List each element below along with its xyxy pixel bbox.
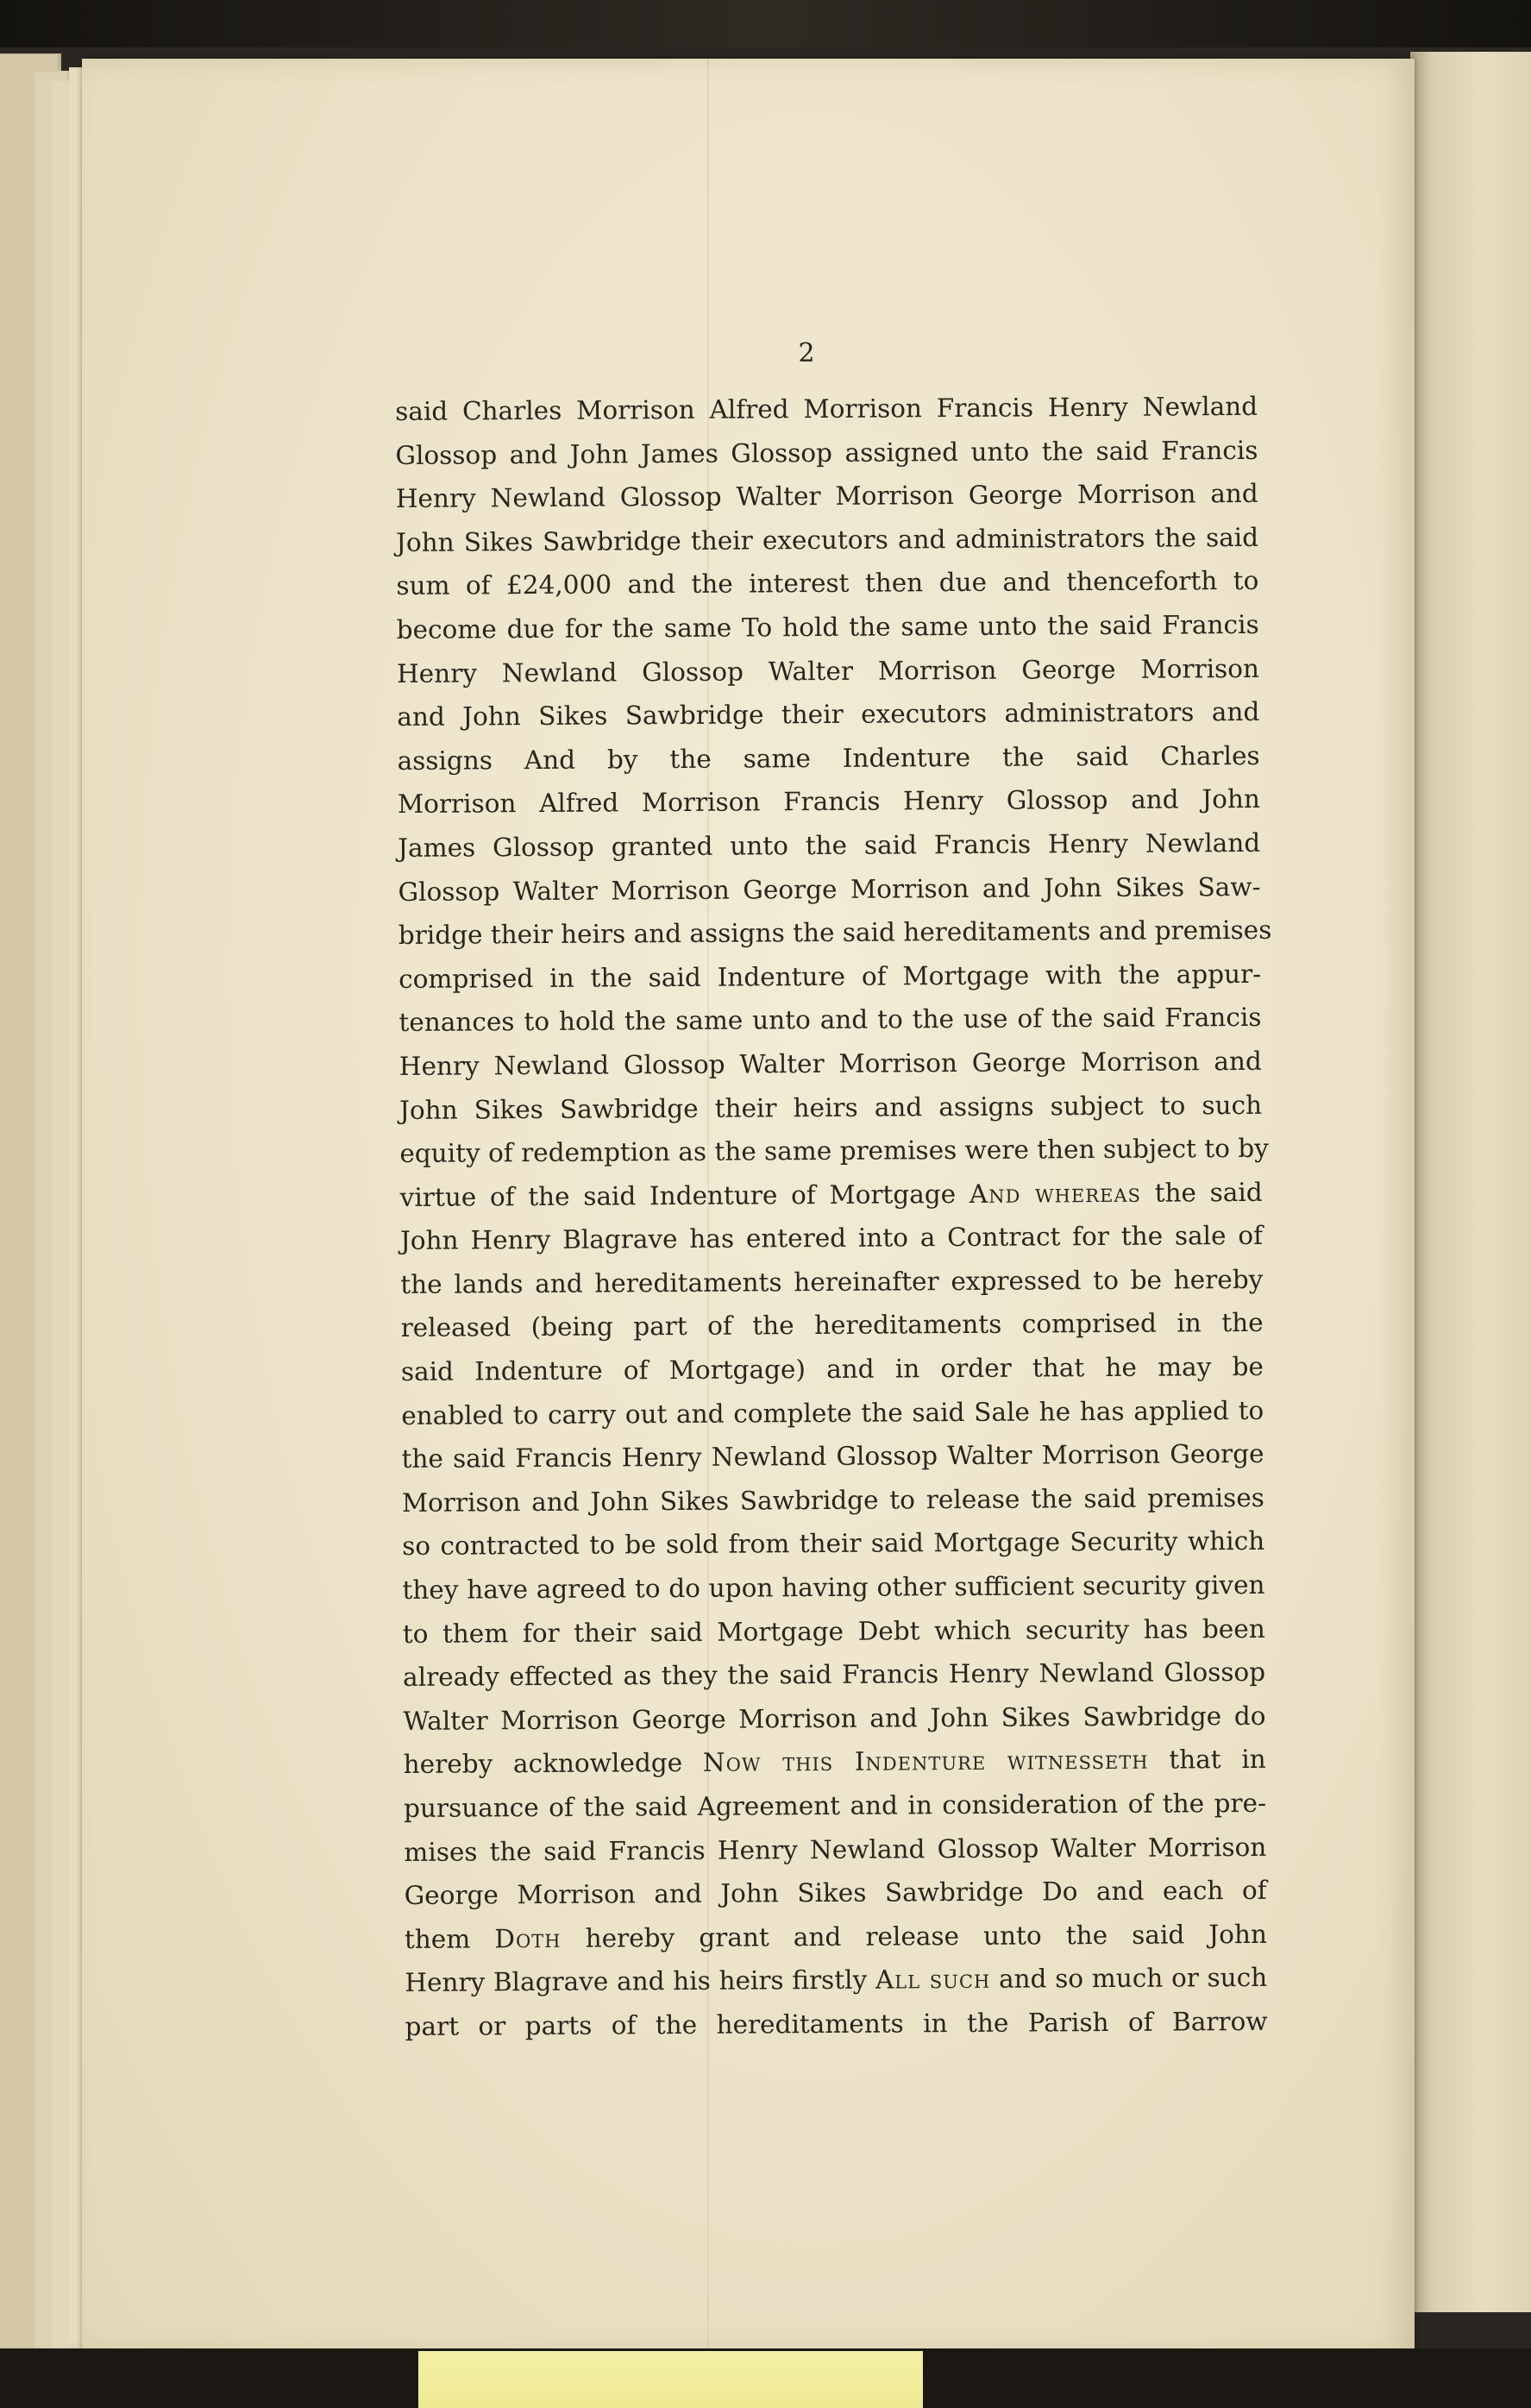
text-line: [405, 1956, 1267, 2005]
text-segment: that in: [1148, 1745, 1266, 1776]
text-line: [401, 1432, 1264, 1481]
text-segment: the said Francis Henry Newland Glossop Walter Morrison George: [401, 1439, 1264, 1474]
text-line: [397, 603, 1259, 652]
text-line: [402, 1563, 1264, 1613]
text-segment: George Morrison and John Sikes Sawbridge Do and each of: [404, 1876, 1267, 1911]
text-segment: become due for the same To hold the same unto the said Francis: [396, 609, 1259, 644]
text-segment: tenances to hold the same unto and to the use of the said Francis: [398, 1003, 1262, 1038]
text-line: [398, 996, 1261, 1045]
text-segment: so contracted to be sold from their said Mortgage Security which: [402, 1526, 1265, 1562]
text-segment: mises the said Francis Henry Newland Glossop Walter Morrison: [404, 1832, 1267, 1867]
text-line: [400, 1258, 1263, 1307]
text-segment: Henry Newland Glossop Walter Morrison George Morrison: [396, 653, 1260, 688]
text-segment: they have agreed to do upon having other sufficient security given: [402, 1569, 1265, 1606]
text-line: [400, 1301, 1263, 1350]
text-segment: virtue of the said Indenture of Mortgage: [399, 1179, 969, 1212]
facing-page-edge: [1410, 52, 1531, 2312]
text-line: [400, 1214, 1263, 1263]
text-segment: Glossop Walter Morrison George Morrison and John Sikes Saw-: [398, 871, 1261, 907]
text-segment: equity of redemption as the same premises were then subject to by: [399, 1133, 1269, 1169]
text-segment: the said: [1140, 1177, 1263, 1208]
text-segment: pursuance of the said Agreement and in consideration of the pre-: [403, 1788, 1267, 1823]
text-segment: comprised in the said Indenture of Mortgage with the appur-: [398, 959, 1262, 994]
text-segment: John Sikes Sawbridge their heirs and assigns subject to such: [398, 1090, 1263, 1125]
text-line: [405, 1869, 1267, 1918]
small-caps-phrase: Doth: [494, 1923, 562, 1954]
text-segment: Henry Newland Glossop Walter Morrison George Morrison and: [398, 1046, 1262, 1081]
yellow-paper-slip: [418, 2351, 923, 2408]
text-segment: and John Sikes Sawbridge their executors administrators and: [397, 697, 1260, 732]
text-line: [401, 1389, 1264, 1438]
text-line: [402, 1519, 1264, 1569]
text-segment: said Indenture of Mortgage) and in order that he may be: [400, 1351, 1264, 1387]
text-line: [403, 1650, 1265, 1700]
page-body-text: [395, 385, 1272, 2049]
text-segment: the lands and hereditaments hereinafter expressed to be hereby: [400, 1264, 1264, 1299]
text-segment: to them for their said Mortgage Debt which security has been: [402, 1613, 1265, 1649]
text-segment: said Charles Morrison Alfred Morrison Francis Henry Newland: [395, 391, 1258, 426]
text-line: [399, 1083, 1262, 1132]
text-segment: Walter Morrison George Morrison and John Sikes Sawbridge do: [403, 1701, 1266, 1736]
text-segment: sum of £24,000 and the interest then due and thenceforth to: [396, 566, 1259, 601]
text-line: [401, 1345, 1264, 1394]
text-segment: enabled to carry out and complete the said Sale he has applied to: [401, 1395, 1264, 1430]
text-line: [398, 864, 1260, 914]
text-line: [398, 821, 1260, 871]
text-segment: John Sikes Sawbridge their executors and administrators the said: [395, 522, 1259, 557]
text-segment: assigns And by the same Indenture the said Charles: [397, 740, 1260, 776]
text-segment: James Glossop granted unto the said Francis Henry Newland: [398, 827, 1261, 863]
text-line: [404, 1738, 1266, 1787]
text-line: [404, 1782, 1266, 1831]
small-caps-phrase: And whereas: [969, 1178, 1142, 1209]
text-line: [398, 909, 1272, 958]
text-segment: Glossop and John James Glossop assigned unto the said Francis: [395, 435, 1258, 470]
text-segment: Henry Blagrave and his heirs firstly: [405, 1965, 876, 1998]
text-segment: part or parts of the hereditaments in the Parish of Barrow: [405, 2006, 1268, 2041]
small-caps-phrase: Now this Indenture witnesseth: [702, 1745, 1149, 1778]
text-segment: John Henry Blagrave has entered into a Contract for the sale of: [399, 1221, 1264, 1256]
text-line: [397, 734, 1259, 783]
text-line: [399, 1127, 1269, 1176]
text-segment: them: [404, 1924, 495, 1954]
small-caps-phrase: All such: [875, 1965, 991, 1996]
page-number: 2: [798, 338, 815, 368]
text-line: [397, 646, 1259, 695]
text-line: [403, 1694, 1265, 1744]
text-line: [395, 428, 1258, 477]
text-line: [399, 1040, 1262, 1089]
text-line: [400, 1171, 1263, 1220]
text-line: [402, 1476, 1264, 1525]
text-segment: Morrison Alfred Morrison Francis Henry Glossop and John: [397, 784, 1261, 820]
text-line: [405, 2000, 1267, 2049]
text-line: [404, 1825, 1266, 1874]
text-segment: released (being part of the hereditaments comprised in the: [400, 1308, 1264, 1343]
text-line: [397, 690, 1259, 739]
text-line: [396, 559, 1258, 608]
text-line: [396, 516, 1258, 565]
text-line: [403, 1606, 1265, 1656]
text-line: [398, 953, 1261, 1002]
text-line: [396, 472, 1258, 521]
text-line: [395, 385, 1258, 434]
text-segment: Henry Newland Glossop Walter Morrison George Morrison and: [395, 479, 1258, 514]
text-line: [405, 1913, 1267, 1962]
text-segment: hereby acknowledge: [403, 1748, 703, 1780]
text-segment: bridge their heirs and assigns the said hereditaments and premises: [398, 915, 1272, 951]
text-line: [398, 777, 1260, 827]
text-segment: already effected as they the said Francis Henry Newland Glossop: [403, 1657, 1266, 1693]
text-segment: and so much or such: [990, 1963, 1268, 1995]
text-segment: hereby grant and release unto the said John: [561, 1919, 1268, 1953]
text-segment: Morrison and John Sikes Sawbridge to release the said premises: [401, 1482, 1264, 1518]
